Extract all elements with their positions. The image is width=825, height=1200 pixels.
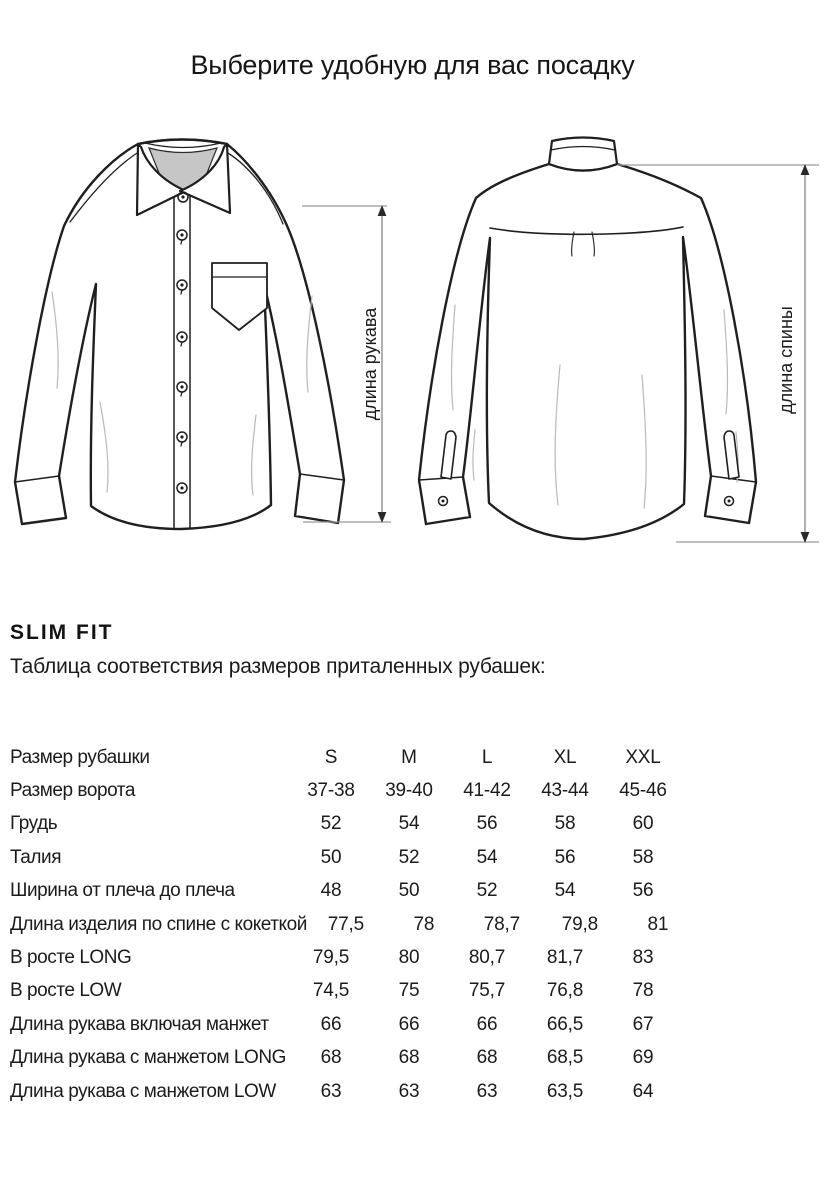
size-value-cell: 83	[632, 947, 654, 969]
table-row	[10, 841, 682, 874]
size-value-cell: 78,7	[483, 913, 520, 935]
table-row	[10, 1008, 682, 1041]
size-value-cell: 66	[320, 1013, 342, 1035]
shirts-diagram	[0, 120, 825, 570]
size-value-cell: 50	[320, 846, 342, 868]
table-row	[10, 908, 682, 941]
size-value-cell: 63,5	[546, 1080, 584, 1102]
size-value-cell: 63	[398, 1080, 420, 1102]
row-label: Размер ворота	[10, 780, 135, 802]
size-value-cell: S	[324, 746, 338, 768]
size-value-cell: 58	[632, 846, 654, 868]
size-value-cell: 48	[320, 880, 342, 902]
row-label: Длина изделия по спине с кокеткой	[10, 913, 307, 935]
size-value-cell: 63	[476, 1080, 498, 1102]
size-value-cell: 41-42	[463, 780, 511, 802]
size-value-cell: 78	[413, 913, 435, 935]
size-value-cell: 54	[476, 846, 498, 868]
table-row	[10, 808, 682, 841]
row-label: В росте LONG	[10, 947, 132, 969]
size-value-cell: 52	[320, 813, 342, 835]
shirt-back-drawing	[419, 138, 756, 540]
size-value-cell: 76,8	[546, 980, 584, 1002]
size-value-cell: 79,5	[312, 947, 350, 969]
size-value-cell: L	[481, 746, 493, 768]
size-value-cell: 39-40	[385, 780, 433, 802]
size-value-cell: 43-44	[541, 780, 589, 802]
size-value-cell: 74,5	[312, 980, 350, 1002]
size-value-cell: 66,5	[546, 1013, 584, 1035]
size-value-cell: 69	[632, 1047, 654, 1069]
sleeve-length-label: длина рукава	[360, 307, 380, 421]
size-value-cell: 54	[554, 880, 576, 902]
row-label: Длина рукава включая манжет	[10, 1013, 269, 1035]
size-value-cell: 37-38	[307, 780, 355, 802]
size-value-cell: 60	[632, 813, 654, 835]
size-value-cell: M	[401, 746, 417, 768]
size-value-cell: 52	[398, 846, 420, 868]
row-label: Длина рукава с манжетом LOW	[10, 1080, 276, 1102]
size-table-body	[10, 741, 682, 1108]
size-value-cell: 52	[476, 880, 498, 902]
table-subtitle: Таблица соответствия размеров приталенных рубашек:	[10, 655, 546, 678]
size-value-cell: 81	[647, 913, 669, 935]
row-label: Размер рубашки	[10, 746, 150, 768]
shirt-front-drawing	[15, 140, 344, 530]
size-value-cell: 54	[398, 813, 420, 835]
size-value-cell: 68,5	[546, 1047, 584, 1069]
size-value-cell: 81,7	[546, 947, 584, 969]
size-value-cell: 68	[320, 1047, 342, 1069]
size-value-cell: 80,7	[468, 947, 506, 969]
table-row	[10, 1075, 682, 1108]
size-value-cell: 66	[398, 1013, 420, 1035]
size-value-cell: XL	[553, 746, 577, 768]
size-value-cell: 58	[554, 813, 576, 835]
table-row	[10, 941, 682, 974]
size-value-cell: 68	[476, 1047, 498, 1069]
page-title: Выберите удобную для вас посадку	[190, 50, 635, 80]
size-value-cell: 75	[398, 980, 420, 1002]
back-length-label: длина спины	[776, 306, 796, 414]
fit-section-heading: SLIM FIT	[10, 621, 114, 644]
size-value-cell: 45-46	[619, 780, 667, 802]
size-value-cell: 67	[632, 1013, 654, 1035]
size-value-cell: 77,5	[327, 913, 364, 935]
size-value-cell: 66	[476, 1013, 498, 1035]
size-value-cell: 56	[632, 880, 654, 902]
table-row	[10, 875, 682, 908]
size-value-cell: 80	[398, 947, 420, 969]
size-value-cell: XXL	[625, 746, 661, 768]
row-label: Ширина от плеча до плеча	[10, 880, 235, 902]
row-label: Талия	[10, 846, 62, 868]
table-row	[10, 1042, 682, 1075]
size-table	[10, 741, 682, 1108]
size-value-cell: 68	[398, 1047, 420, 1069]
size-value-cell: 78	[632, 980, 654, 1002]
size-value-cell: 56	[476, 813, 498, 835]
size-value-cell: 64	[632, 1080, 654, 1102]
size-value-cell: 63	[320, 1080, 342, 1102]
table-row	[10, 774, 682, 807]
size-value-cell: 56	[554, 846, 576, 868]
row-label: Грудь	[10, 813, 58, 835]
row-label: В росте LOW	[10, 980, 122, 1002]
row-label: Длина рукава с манжетом LONG	[10, 1047, 286, 1069]
table-row	[10, 975, 682, 1008]
size-value-cell: 50	[398, 880, 420, 902]
size-value-cell: 79,8	[561, 913, 598, 935]
size-value-cell: 75,7	[468, 980, 506, 1002]
table-row	[10, 741, 682, 774]
